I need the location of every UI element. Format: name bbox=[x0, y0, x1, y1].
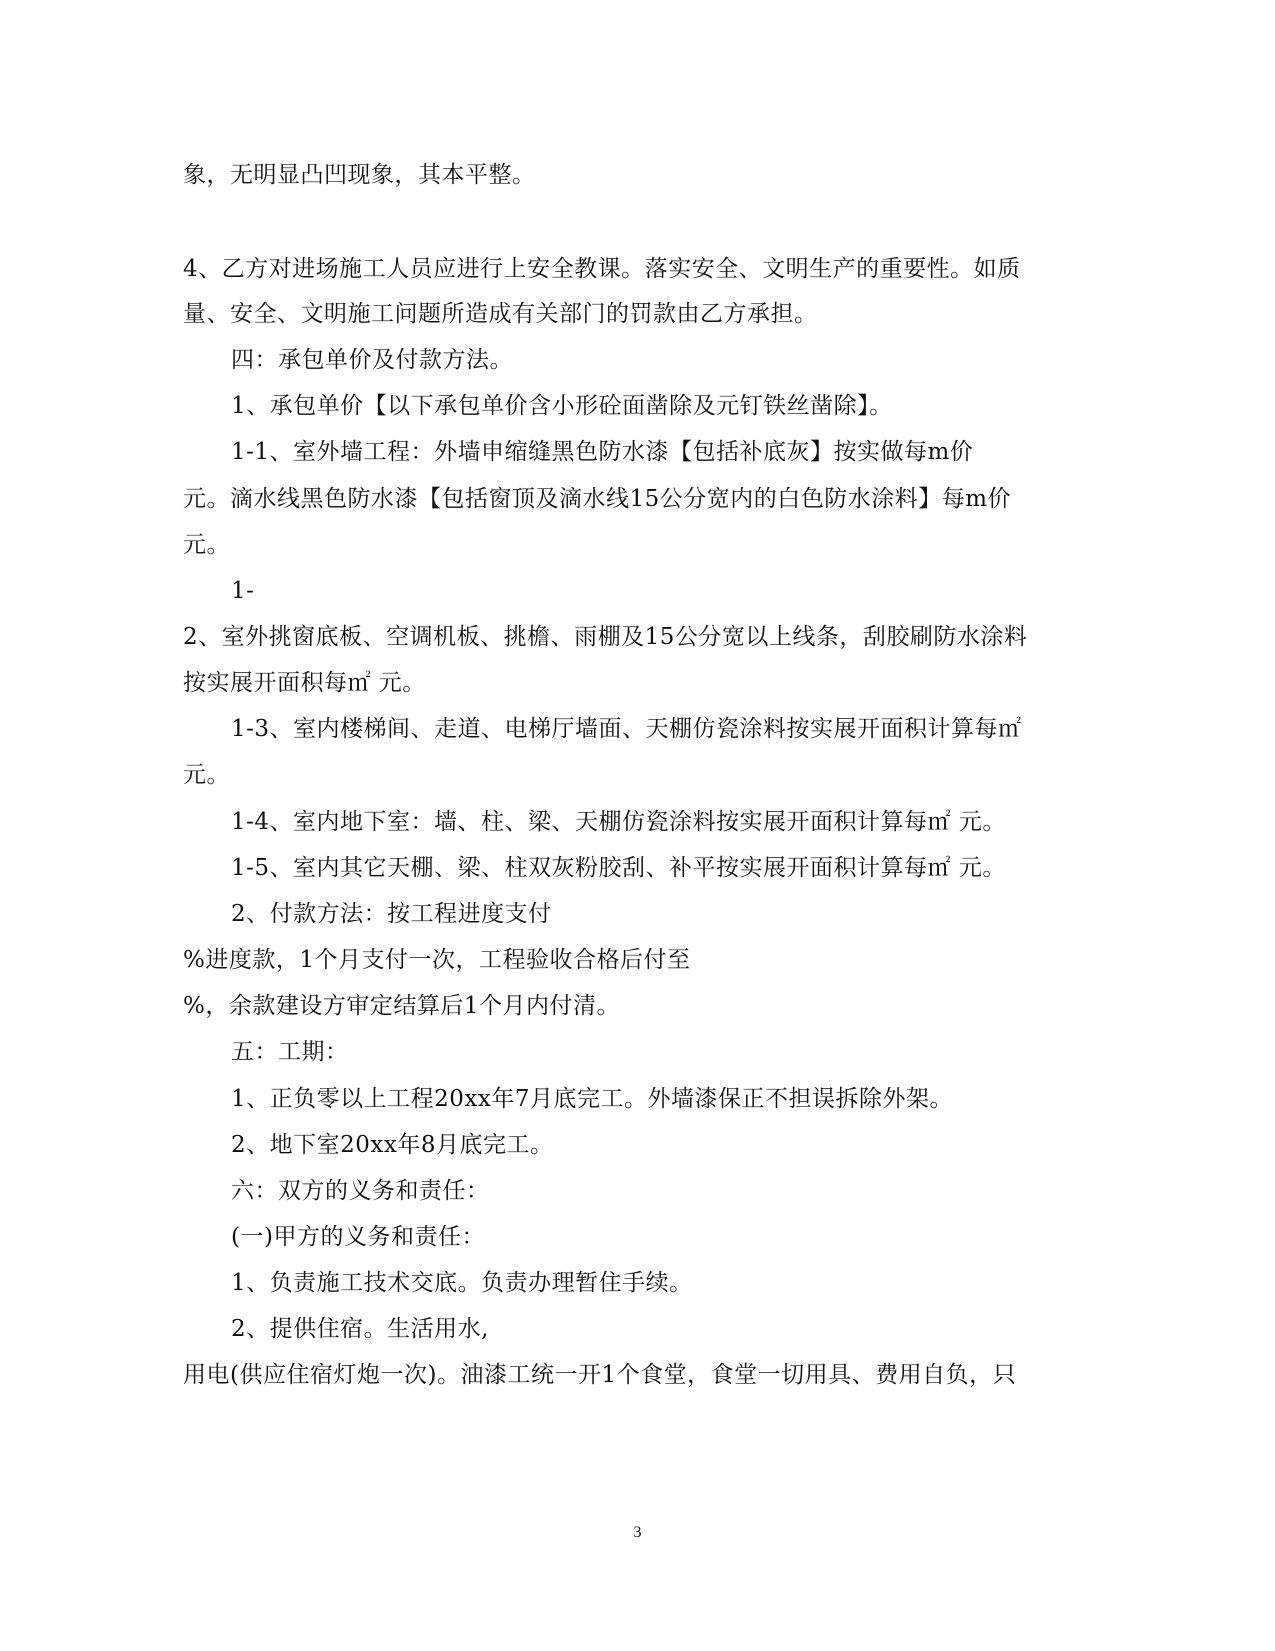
text-line: 2、地下室20xx年8月底完工。 bbox=[231, 1132, 554, 1158]
text-line: 2、提供住宿。生活用水, bbox=[231, 1316, 489, 1342]
subsection-heading: (一)甲方的义务和责任： bbox=[231, 1224, 485, 1250]
text-line: 4、乙方对进场施工人员应进行上安全教课。落实安全、文明生产的重要性。如质 bbox=[183, 256, 1021, 282]
text-line: 1、承包单价【以下承包单价含小形砼面凿除及元钉铁丝凿除】。 bbox=[231, 393, 893, 419]
text-line: 1- bbox=[231, 578, 255, 604]
text-line: 元。 bbox=[183, 532, 230, 558]
text-line: 量、安全、文明施工问题所造成有关部门的罚款由乙方承担。 bbox=[183, 301, 818, 327]
text-line: 2、室外挑窗底板、空调机板、挑檐、雨棚及15公分宽以上线条，刮胶刷防水涂料 bbox=[183, 624, 1028, 650]
text-line: %进度款，1个月支付一次，工程验收合格后付至 bbox=[183, 947, 691, 973]
text-line: 象，无明显凸凹现象，其本平整。 bbox=[183, 162, 536, 188]
section-heading: 四：承包单价及付款方法。 bbox=[231, 347, 513, 373]
text-line: 1-3、室内楼梯间、走道、电梯厅墙面、天棚仿瓷涂料按实展开面积计算每㎡ bbox=[231, 716, 1022, 742]
text-line: 1、正负零以上工程20xx年7月底完工。外墙漆保正不担误拆除外架。 bbox=[231, 1086, 953, 1112]
text-line: 2、付款方法：按工程进度支付 bbox=[231, 901, 552, 927]
text-line: 用电(供应住宿灯炮一次)。油漆工统一开1个食堂，食堂一切用具、费用自负，只 bbox=[183, 1362, 1017, 1388]
text-line: 1-5、室内其它天棚、梁、柱双灰粉胶刮、补平按实展开面积计算每㎡ 元。 bbox=[231, 855, 1006, 881]
text-line: 元。 bbox=[183, 762, 230, 788]
text-line: 1-4、室内地下室：墙、柱、梁、天棚仿瓷涂料按实展开面积计算每㎡ 元。 bbox=[231, 809, 1006, 835]
section-heading: 五：工期： bbox=[231, 1039, 349, 1065]
text-line: 1、负责施工技术交底。负责办理暂住手续。 bbox=[231, 1270, 693, 1296]
page-number: 3 bbox=[633, 1524, 642, 1541]
section-heading: 六：双方的义务和责任： bbox=[231, 1178, 490, 1204]
text-line: 1-1、室外墙工程：外墙申缩缝黑色防水漆【包括补底灰】按实做每m价 bbox=[231, 439, 974, 465]
text-line: 元。滴水线黑色防水漆【包括窗顶及滴水线15公分宽内的白色防水涂料】每m价 bbox=[183, 486, 1012, 512]
text-line: 按实展开面积每㎡ 元。 bbox=[183, 670, 426, 696]
text-line: %，余款建设方审定结算后1个月内付清。 bbox=[183, 993, 620, 1019]
